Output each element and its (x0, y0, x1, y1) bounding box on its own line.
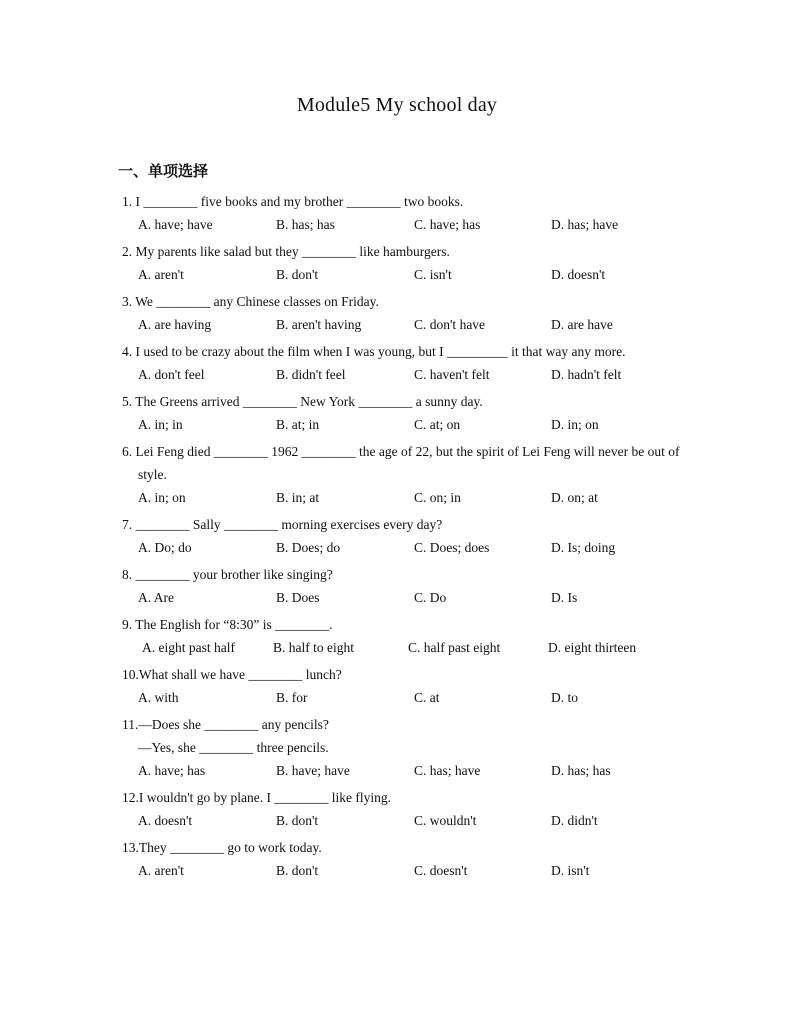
options-row (118, 213, 688, 237)
question-stem: 3. We ________ any Chinese classes on Friday. (122, 294, 379, 309)
option-a: A. are having (138, 317, 212, 332)
question-stem: 8. ________ your brother like singing? (122, 567, 333, 582)
question-item (118, 440, 688, 510)
option-a: A. aren't (138, 267, 184, 282)
option-c: C. wouldn't (414, 813, 477, 828)
option-a: A. with (138, 690, 179, 705)
question-item (118, 190, 688, 237)
option-b: B. don't (276, 267, 319, 282)
options-row (118, 413, 688, 437)
options-row (118, 363, 688, 387)
question-item (118, 513, 688, 560)
options-row (118, 263, 688, 287)
options-row (118, 586, 688, 610)
option-a: A. doesn't (138, 813, 193, 828)
option-c: C. half past eight (408, 640, 501, 655)
question-stem: 12.I wouldn't go by plane. I ________ like flying. (122, 790, 392, 805)
option-d: D. eight thirteen (548, 640, 637, 655)
question-item (118, 563, 688, 610)
option-d: D. on; at (551, 490, 598, 505)
question-item (118, 290, 688, 337)
option-a: A. aren't (138, 863, 184, 878)
question-item (118, 663, 688, 710)
option-a: A. Are (138, 590, 174, 605)
options-row (118, 759, 688, 783)
option-d: D. has; has (551, 763, 611, 778)
option-d: D. isn't (551, 863, 590, 878)
option-d: D. didn't (551, 813, 598, 828)
option-d: D. in; on (551, 417, 599, 432)
option-a: A. eight past half (142, 640, 235, 655)
page-title: Module5 My school day (296, 94, 498, 116)
option-b: B. in; at (276, 490, 320, 505)
question-item (118, 240, 688, 287)
option-d: D. has; have (551, 217, 619, 232)
question-stem: 5. The Greens arrived ________ New York ________ a sunny day. (122, 394, 483, 409)
question-stem: 2. My parents like salad but they ________ like hamburgers. (122, 244, 450, 259)
option-c: C. on; in (414, 490, 461, 505)
options-row (118, 536, 688, 560)
question-stem: 6. Lei Feng died ________ 1962 ________ the age of 22, but the spirit of Lei Feng will never be out of style. (122, 444, 680, 482)
option-b: B. don't (276, 813, 319, 828)
option-c: C. isn't (414, 267, 452, 282)
question-stem: 11.—Does she ________ any pencils? (122, 717, 329, 732)
option-d: D. hadn't felt (551, 367, 622, 382)
question-item (118, 390, 688, 437)
question-item (118, 836, 688, 883)
option-b: B. Does; do (276, 540, 341, 555)
option-a: A. don't feel (138, 367, 205, 382)
option-d: D. Is (551, 590, 578, 605)
options-row (118, 809, 688, 833)
question-stem: 9. The English for “8:30” is ________. (122, 617, 333, 632)
options-row (118, 636, 688, 660)
option-d: D. to (551, 690, 578, 705)
question-stem: 13.They ________ go to work today. (122, 840, 322, 855)
option-b: B. Does (276, 590, 320, 605)
section-heading: 一、单项选择 (118, 162, 209, 180)
options-row (118, 686, 688, 710)
option-d: D. are have (551, 317, 613, 332)
option-a: A. have; has (138, 763, 206, 778)
option-b: B. half to eight (273, 640, 354, 655)
option-c: C. Does; does (414, 540, 490, 555)
question-item (118, 713, 688, 783)
option-b: B. aren't having (276, 317, 362, 332)
question-substem: —Yes, she ________ three pencils. (138, 740, 329, 755)
option-b: B. at; in (276, 417, 320, 432)
option-c: C. have; has (414, 217, 481, 232)
option-b: B. for (276, 690, 308, 705)
options-row (118, 313, 688, 337)
options-row (118, 859, 688, 883)
option-c: C. at (414, 690, 440, 705)
option-a: A. have; have (138, 217, 213, 232)
options-row (118, 486, 688, 510)
option-a: A. in; on (138, 490, 186, 505)
option-c: C. haven't felt (414, 367, 490, 382)
option-c: C. Do (414, 590, 447, 605)
option-a: A. in; in (138, 417, 183, 432)
question-list (118, 190, 688, 886)
question-stem: 7. ________ Sally ________ morning exercises every day? (122, 517, 443, 532)
question-stem: 4. I used to be crazy about the film when I was young, but I _________ it that way any more. (122, 344, 626, 359)
question-stem: 10.What shall we have ________ lunch? (122, 667, 342, 682)
option-c: C. don't have (414, 317, 486, 332)
question-item (118, 340, 688, 387)
option-c: C. has; have (414, 763, 481, 778)
option-b: B. don't (276, 863, 319, 878)
option-c: C. at; on (414, 417, 461, 432)
question-item (118, 613, 688, 660)
option-a: A. Do; do (138, 540, 192, 555)
question-stem: 1. I ________ five books and my brother ________ two books. (122, 194, 464, 209)
option-c: C. doesn't (414, 863, 468, 878)
option-d: D. doesn't (551, 267, 606, 282)
question-item (118, 786, 688, 833)
option-b: B. didn't feel (276, 367, 346, 382)
option-b: B. has; has (276, 217, 335, 232)
option-b: B. have; have (276, 763, 350, 778)
option-d: D. Is; doing (551, 540, 616, 555)
